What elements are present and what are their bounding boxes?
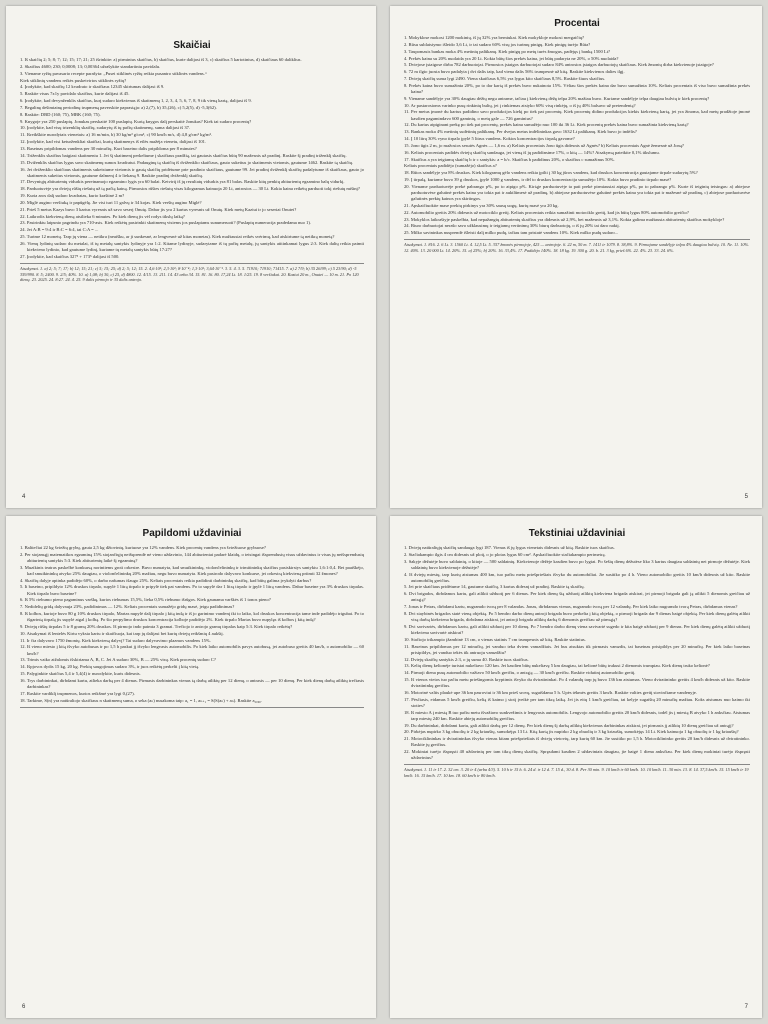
exercise-item: 20. Miglė augino veršiuką ir papūgėlę. Jie visi turi 11 galvų ir 34 kojas. Kiek veršių augino Miglė? [20,199,202,205]
exercise-item: 3. Taupomasis bankas moka 4% metinių palūkanų. Kiek pinigų po metų turės žmogus, padėjęs į banką 1500 Lt? [404,48,611,54]
exercise-item: 20. Pirkėjas nupirko 3 kg obuolių ir 2 kg kriaušių, sumokėjęs 13 Lt. Kitą kartą jis nupirko 2 kg obuolių ir 3 kg kriaušių, sumokėjęs 14 Lt. Kiek kainuoja 1 kg obuolių ir 1 kg kriaušių? [404,729,739,735]
exercise-item: 23. Pasirinktu laipsnio pagrindu yra 710-asis. Kiek reikėtų pasirinkti skaitmenų visiems jos puslapiams sunumeruoti? (Puslapių numeracija pradedama nuo 1). [20,220,312,226]
exercise-item: 11. Išreikškite nurodytais vienetais: a) 16 m/min, b) 30 kg/m³ g/cm³, c) 90 km/h m/s, d) 4,8 g/cm³ kg/m³. [20,132,213,138]
exercise-item: 3. Muzikinis teatras paskelbė konkursą norintiems groti orkestre. Buvo numatyta, kad smuikininkų, violončelininkų ir trimitininkų skaičius pasiskirstys santykiu 1,6:1:0,4. Bet paaiškėjo, kad smuikininkų atvyko 25% daugiau, o violončelininkų 20% mažiau, negu buvo numatyta. Kiek pasirodo dalyvavo konkurse, jei orkestrą kiekvieną priimti 32 žmones? [20,564,364,576]
exercise-item: 11. Baseinas pripildomas per 12 minučių, jei vanduo teka dviem vamzdžiais. Jei bus atsuktas tik pirmasis vamzdis, tai baseinas prisipildys per 20 minučių. Per kiek laiko baseinas prisipildys, jei vanduo tekės tik antruoju vamzdžiu? [404,643,750,655]
exercise-item: 7. Jonas ir Petras, dirbdami kartu, nugramdo tvorą per 8 valandas. Jonas, dirbdamas vienas, nugramdo tvorą per 12 valandų. Per kiek laiko nugramdo tvorą Petras, dirbdamas vienas? [404,604,738,610]
exercise-item: 27. Įrodykite, kad skaičius 327⁵ + 173⁵ dalijasi iš 500. [20,253,120,259]
exercise-item: 17. Skaičius a yra teigiamų skaičių b ir c santykis: a = b/c. Skaičius b padidinus 20%, o skaičius c sumažinus 50%. [404,156,615,162]
exercise-item: 12. Iš vieno miesto į kitą išvyko autobusas ir po 1,5 h paskui jį išvyko lengvasis automobilis. Po kiek laiko automobilis pavys autobusą, jei autobuso greitis 40 km/h, o automobilio — 60 km/h? [20,644,364,656]
exercise-item: 21. Prieš 5 metus Kazys buvo 3 kartus vyresnis už savo seserį Onutę. Dabar jis yra 2 kartus vyresnis už Onutę. Kiek metų Kaziui ir jo seseriai Onutei? [20,206,297,212]
exercise-item: 17. Pėsčiasis, eidamas 5 km/h greičiu, kelią iš kaimo į stotį įveikė per tam tikrą laiką. Jei jis eitų 1 km/h greičiau, tai kelyje sugaištų 20 minučių mažiau. Koks atstumas nuo kaimo iki stoties? [404,696,750,708]
exercise-list [404,545,750,761]
exercise-list [20,545,364,704]
exercise-item: 13. Trimis vaiko atžalomis išskiriama A, B, C. Jei A sudaro 30%, B — 25% visų. Kiek procentų sudaro C? [20,657,216,663]
exercise-item: 22. Automobilio greitis 20% didesnis už motociklo greitį. Keliais procentais reikia sumažinti motociklo greitį, kad jis būtų lygus 80% automobilio greičio? [404,209,689,215]
exercise-item: 8. Iš kolbos, kurioje buvo 80 g 10% druskos tirpalo, Martas nupylė dalį tirpalo į kitą indą ir iš jo garinimo vandenį iki to laiko, kol druskos koncentracija tame inde padidėjo trigubai. Po to išgarintą tirpalą jis supylė atgal į kolbą. Po šio perpylimo druskos koncentracija kolboje padidėjo 2%. Kiek tirpalo Martas buvo nupylęs iš kolbos į kitą indą? [20,611,364,623]
exercise-item: 14. Išpjovos dydis 15 kg, 20 kg. Prekių saugojimas sudaro 3%, ir juos reikėtų perkelti į kitą vietą. [20,664,200,670]
exercise-item: 16. Keliais procentais padidės dviejų skaičių sandauga, jei vieną iš jų padidinsime 17%, o kitą — 14%? Atsakymą pateikite 0,1% tikslumu. [404,149,660,155]
answers-block [20,707,364,710]
exercise-item: 15. Jono ūgis 2 m, jo mažosios sesutės Agnės — 1,6 m. a) Keliais procentais Jono ūgis didesnis už Agnės? b) Keliais procentais Agnė žemesnė už Joną? [404,142,684,148]
page-title: Procentai [554,18,600,29]
page-bottom-right [390,516,762,1018]
exercise-item: 24. Biuro darbuotojai nerašo savo užklausimų ir teigiamų vertinimų 30% biurų darbuotojų, o iš jų 20% tai daro naktį. [404,223,620,229]
exercise-item: 18. Iš miesto A į miestą B tuo pačiu metu išvažiavo sunkvežimis ir lengvasis automobilis. Lengvojo automobilio greitis 20 km/h didesnis, todėl jis į miestą B atvyko 1 h anksčiau. Atstumas tarp miestų 240 km. Raskite abiejų automobilių greičius. [404,709,750,721]
exercise-item: 17. Devyniųjų abiturientų vidurkis pereinamojo egzamino lygis yra 60 balai. Ketvirtį iš jų rezultatų vidurkis yra 81 balas. Raskite kitų penkių abiturientų egzamino balų vidurkį. [20,179,345,185]
exercise-item: 24. Jei A:B = 9:4 ir B:C = 6:4, tai C:A = ... [20,227,99,233]
exercise-item: 11. Ir čia dalyvavo 1750 žmonių. Kiek kiekvieną dalyvį? Tai sudaro dalyvavimo plazmos vandens 15%. [20,637,211,643]
page-number: 4 [22,494,26,500]
exercise-item: 19. Kuria aros dalį sudaro kvadratas, kurio kraštinė 2 m? [20,193,125,199]
exercise-item: 17. Raskite vardiklį trupmenos, kurios reikšmė yra lygi 0,(27). [20,690,135,696]
exercise-list [404,35,750,236]
exercise-item: 8. Raskite: DBD (160; 75), MBK (160; 75). [20,111,101,117]
exercise-item: 11. Per metus įmonė du kartus padidino savo produkcijos kiekį po tiek pat procentų. Kiek procentų didino produkcijos kiekis kiekvieną kartą, jei yra žinoma, kad metų pradžioje įmonė kasdien pagamindavo 600 gaminių, o metų gale — 726 gaminius? [404,109,750,121]
exercise-item: 14. Triženklis skaičius baigiasi skaitmeniu 1. Jei šį skaitmenį perkeltume į skaičiaus pradžią, tai gautasis skaičius būtų 90 mažesnis už pradinį. Raskite šį pradinį triženklį skaičių. [20,152,347,158]
exercise-item: 9. Dviejų rūšių tirpalas 5 ir 8 gramų 20% druskos. Iš pirmojo indo paimta 3 gramai. Trečiojo ir antrojo gramų tirpalas kaip 5:3. Kiek tirpalo reikėtų? [20,623,293,629]
exercise-item: 1. Dviejų natūraliųjų skaičių sandauga lygi 187. Vienas iš jų lygus vienetais didesnis už kitą. Raskite tuos skaičius. [404,545,615,550]
exercise-item: 18. Parduotuvėje yra dviejų rūšių riešutų už tą pačią kainą. Pirmosios rūšies riešutų visas kilogramas kainuoja 20 Lt, antrosios — 30 Lt. Kokia kaina reikėtų parduoti tokį riešutų mišinį? [20,186,360,192]
exercise-item: 2. Rūsu sublaistymo išleido 3,6 Lt, ir tai sudaro 60% visų jos turimų pinigų. Kiek pinigų turėjo Rūta? [404,41,591,47]
exercise-item: 12. Dviejų skaičių santykis 2:3, o jų suma 40. Raskite tuos skaičius. [404,656,529,662]
page-title: Tekstiniai uždaviniai [528,528,626,539]
answers-block: Atsakymai. 1. 816. 2. 6 Lt. 3. 1560 Lt. 4. 12,5 Lt. 5. 357 žmonės pirmojoje, 425 — antrojoje. 6. 22 m, 50 m. 7. 1411 ir 1079. 8. 38,8%. 9. Pirmajame sandėlyje telpa 4% daugiau bulvių. 10. Ne. 11. 10%. 12. 40%. 13. 20 000 Lt. 14. 20%. 15. a) 25%; b) 20%. 16. 33,4%. 17. Padidėjo 140%. 18. 18 kg. 19. 300 g. 20. b. 21. 3 kg, prieš 6%. 22. 4%. 23. 33. 24. 6%. [404,239,750,253]
exercise-item: 10. Įrodykite, kad visų trizenklių skaičių, sudarytų iš tų pačių skaitmenų, suma dalijasi iš 37. [20,125,191,131]
exercise-item: 7. Dviejų skaičių suma lygi 2490. Viena skaičiaus 6,5% yra lygus kito skaičiaus 8,5%. Raskite šiuos skaičius. [404,76,606,82]
exercise-item: 23. Mokyklos laikraštyje paskelbta, kad nepažangių abiturientų skaičius yra didesnis už 2,9%, bet mažesnis už 3,1%. Kokia galima mažiausia abiturientų skaičius mokykloje? [404,216,725,222]
exercise-item: 22. Mokiniai turėjo išspręsti 40 uždavinių per tam tikrą dienų skaičių. Spręsdami kasdien 2 uždaviniais daugiau, jie baigė 1 diena anksčiau. Per kiek dienų mokiniai turėjo išspręsti uždavinius? [404,749,750,761]
exercise-item: 9. Viename sandėlyje yra 30% daugiau dėžių negu antrame, tačiau į kiekvieną dėžę telpa 20% mažiau buvo. Kuriame sandėlyje telpa daugiau bulvių ir kiek procentų? [404,95,710,101]
exercise-item: 10. Atsakymai iš lentelės Kirtu vyksta kartu ir skaičiuoja, kai tarp jų dalijasi bet kurių dviejų reikšmių 4 aukštį. [20,630,224,636]
exercise-item: Kiek stiklinių vandens reikės pusketvirtos stiklinės ryžių? [20,77,127,83]
page-top-right [390,6,762,508]
exercise-item: 5. Jei prie skaičiaus pridėtume 14, gautume skaičių, 3 kartus didesnį už pradinį. Raskite tą skaičių. [404,584,585,590]
exercise-item: 2. Skaičius 4600; 230; 0,0008; 13; 0,00364 užrašykite standartiniu pavidalu. [20,63,161,69]
exercise-item: 25. Turime 12 monetų. Tarp jų viena — netikra (neaišku, ar ji sunkesnė, ar lengvesnė už kitas monetas). Kiek mažiausiai reikės svėrimų, kad atskirtume tą netikrą monetą? [20,234,335,240]
exercise-item: 9. Knygoje yra 250 puslapių. Jonukas perskaitė 100 puslapių. Kurią knygos dalį perskaitė Jonukas? Kiek tai sudaro procentų? [20,118,252,124]
exercise-item: 8. Prekės kaina buvo sumažinta 20%, po to dar kartą iš prekės buvo nukainota 15%. Vėliau šios prekės kaina dar buvo sumažinta 10%. Keliais procentais iš viso buvo sumažinta prekės kaina? [404,82,750,94]
exercise-item: 19. Du darbininkai, dirbdami kartu, gali atlikti darbą per 12 dienų. Per kiek dienų šį darbą atliktų kiekvienas darbininkas atskirai, jei pirmasis jį atliktų 10 dienų greičiau už antrąjį? [404,722,734,728]
exercise-item: 8. Dvi staybinės brigados statė vieną objektą. Po 5 bendro darbo dienų antroji brigada buvo perkelta į kitą objektą, o pirmoji brigada dar 9 dienas baigė objektą. Per kiek dienų galėtų atlikti visą darbą kiekviena brigada, dirbdama atskirai, jei antroji brigada atliktų darbą 6 dienomis greičiau už pirmąją? [404,611,750,623]
exercise-item: 6. Dvi brigados, dirbdamos kartu, gali atlikti užduotį per 6 dienas. Per kiek dienų šią užduotį atliktų kiekviena brigada atskirai, jei pirmoji brigada gali ją atlikti 5 dienomis greičiau už antrąją? [404,591,750,603]
exercise-item: 6. Iš 5% riebumo pieno pagaminus varškę, kurios riebumas 15,5%, lieka 0,5% riebumo išrūgos. Kiek gaunama varškės iš 1 tonos pieno? [20,597,271,603]
page-bottom-left [6,516,376,1018]
exercise-item: 16. Trys darbininkai, dirbdami kartu, atlieka darbą per 4 dienas. Pirmasis darbininkas vienas tą darbą atliktų per 12 dienų, o antrasis — per 10 dienų. Per kiek dienų darbą atliktų trečiasis darbininkas? [20,677,364,689]
exercise-list [20,57,364,260]
exercise-item: 13. Bankas moka 4% metinių sudėtinių palūkanų. Per dvejus metus indėlininkas gavo 1632 Lt palūkanų. Kiek buvo jo indėlis? [404,129,637,135]
exercise-item: 4. Įrodykite, kad skaičių 12 kvadrato ir skaičiaus 12345 skirtumas dalijasi iš 9. [20,84,165,90]
exercise-item: 4. Iš dviejų miestų, tarp kurių atstumas 400 km, tuo pačiu metu priešpriešiais išvyko du automobiliai. Jie susitiko po 4 h. Vieno automobilio greitis 10 km/h didesnis už kito. Raskite automobilių greičius. [404,571,750,583]
page-top-left [6,6,376,508]
exercise-item: 13. Kelių dienų kelionėje turistai nukeliavo 120 km. Jei kasdien būtų nukeliavę 5 km daugiau, tai kelionė būtų trukusi 2 dienomis trumpiau. Kiek dienų truko kelionė? [404,663,710,669]
exercise-item: 18. Tarkime, S(n) yra natūraliojo skaičiaus n skaitmenų suma, o seka (aₙ) nusakoma taip: a₁ = 1, aₙ₊₁ = S(S(aₙ) + aₙ). Raskite a₂₀₀₀. [20,697,263,703]
exercise-item: 6. 72 m ilgio juosta buvo padalyta į dvi dalis taip, kad viena dalis 56% trumpesnė už kitą. Raskite kiekvienos dalies ilgį. [404,69,625,75]
exercise-item: 13. Baseinas pripildomas vandens per 30 minučių. Kuri baseino dalis pripildoma per 8 minutes? [20,145,197,151]
exercise-item: Keliais procentais padidėjo (sumažėjo) skaičius a? [404,163,497,169]
exercise-item: 19. Į tirpalą, kuriame buvo 39 g druskos, įpylė 1000 g vandens, ir dėl to druskos koncentracija sumažėjo 10%. Kokia buvo pradinio tirpalo masė? [404,177,672,183]
page-number: 5 [744,494,748,500]
exercise-item: 15. Iš vienos vietos tuo pačiu metu priešingomis kryptimis išvyko du dviratininkai. Po 4 valandų tarp jų buvo 136 km atstumas. Vieno dviratininko greitis 4 km/h didesnis už kito. Raskite dviratininkų greičius. [404,677,750,689]
exercise-item: 4. Prekės kaina su 20% nuolaida yra 20 Lt. Kokia būtų šios prekės kaina, jei būtų padaryta ne 20%, o 50% nuolaida? [404,55,619,61]
page-title: Papildomi uždaviniai [142,528,242,539]
exercise-item: 6. Įrodykite, kad devynženklis skaičius, kurį sudaro kiekvienas iš skaitmenų 1, 2, 3, 4, 5, 6, 7, 8, 9 tik vieną kartą, dalijasi iš 9. [20,98,252,104]
exercise-item: 16. Motorinė valtis plaukė upe 36 km pasroviui ir 36 km prieš srovę, sugaišdama 5 h. Upės tėkmės greitis 3 km/h. Raskite valties greitį stovinčiame vandenyje. [404,689,697,695]
exercise-item: 14. Pirmoji diena pusę automobilio važiavo 50 km/h greičiu, o antrąją — 30 km/h greičiu. Raskite vidutinį automobilio greitį. [404,670,636,676]
exercise-item: 20. Viename parduotuvėje prekė pabrango p%, po to atpigo p%. Kiriąje parduotuvėje ta pati prekė pirmiausiai atpigo p%, po to pabrango p%. Kurie iš teiginių teisingas: a) abiejose parduotuvėse galutinė prekės kaina yra tokia pat ir auktlūmesė už pradinę, b) abiejose parduotuvėse galutinė prekės kaina yra tokia pat ir mažesnė už pradinę, c) abiejose parduotuvėse galutinės prekių kainos yra skirtingos. [404,183,750,202]
exercise-item: 25. Milko savininkas nusprendė išleisti dalį milko pudų, tačiau tam pristatė vandens 10%. Kiek milko pudų sudaro... [404,230,619,236]
exercise-item: 7. Begalinę dešimtainę periodinę trupmeną paverskite paprastąja: a) 2,(7), b) 35,(26), c) 5,2(5), d) -5,3(62). [20,104,217,110]
exercise-item: 1. Baltiečiai 22 kg šviežių grybų, gauta 2,5 kg džiovintų, kuriuose yra 12% vandens. Kiek procentų vandens yra šviežiuose grybuose? [20,545,266,550]
exercise-item: 22. Laikrodis kiekvieną dieną atsilieka 6 minutes. Po kiek dienų jis vėl rodys tikslų laiką? [20,213,185,219]
exercise-item: 15. Dviženklis skaičius lygus savo skaitmenų sumos kvadratui. Padauginę tą skaičių iš dviženklio skaičiaus, gauto sukeitus jo skaitmenis vietomis, gautume 1462. Raskite tą skaičių. [20,159,354,165]
exercise-item: 21. Apskaičiuokite mase prekių pirkinys yra 30% sausų uogų, kurių masė yra 20 kg. [404,202,559,208]
exercise-item: 2. Stačiakampio ilgis 4 cm didesnis už plotį, o jo plotas lygus 60 cm². Apskaičiuokite stačiakampio perimetrą. [404,551,606,557]
exercise-item: 5. Ii baseino, pripildyto 12% druskos tirpalo, supylė 1 litrą tirpalo ir pripylė tiek pat vandens. Po to supylė dar 1 litrą tirpalo ir įpylė 1 litrą vandens. Dabar baseine yra 3% druskos tirpalas. Kiek tirpalo buvo baseine? [20,584,364,596]
exercise-item: 1. Mokyklose mokosi 1200 mokinių, iš jų 32% yra berniukai. Kiek mokykloje mokosi mergaičių? [404,35,585,40]
exercise-item: 3. Sakyje dėžutėje buvo saldainių, o kitoje — 500 saldainių. Kiekvienoje dėžėje kasdien buvo po lygiai. Po šešių dienų dėžutėse liko 3 kartus daugiau saldainių nei pirmoje dėžutėje. Kiek saldainių buvo kiekvienoje dėžutėje? [404,558,750,570]
exercise-item: 5. Dviejose įstaigose dirba 782 darbuotojai. Pirmosios įstaigos darbuotojai sudaro 84% antrosios įstaigos darbuotojų skaičiaus. Kiek žmonių dirba kiekvienoje įstaigoje? [404,62,714,68]
page-number: 6 [22,1004,26,1010]
exercise-item: 10. Stačiojo trikampio įžambinė 13 cm, o vienas statinis 7 cm trumpesnis už kitą. Raskite statinius. [404,636,586,642]
exercise-item: 5. Raskite visus 7x1y pavidalo skaičius, kurie dalijasi iš 45. [20,91,130,97]
answers-block: Atsakymai. 1. 11 ir 17. 2. 32 cm. 3. 20 ir 4 (arba 4/3). 5. 10 h ir 15 h. 6. 24 d. ir 12 d. 7. 15 d., 30 d. 8. Per 30 min. 9. 10 km/h ir 60 km/h. 10. 10 km/h. 11. 30 min. 13. 8. 14. 37,5 km/h. 15. 15 km/h ir 19 km/h. 16. 15 km/h. 17. 10 km. 18. 60 km/h ir 80 km/h. [404,764,750,778]
exercise-item: 4. Skaičių dalyje aptinka padidėjo 60%, o darbo našumas išaugo 25%. Keliais procentais reikia padidinti darbininkų skaičių, kad būtų galima įvykdyti darbus? [20,577,312,583]
exercise-item: 7. Nedidelių gridą dalyvauja 23%, padidinimas — 12%. Keliais procentais sumažėjo gridų masė, jeigu padidinimas? [20,604,235,610]
exercise-item: 21. Motociklininkas ir dviratininkas išvyko vienas kitam priešpriešiais iš dviejų vietovių, tarp kurių 60 km. Jie susitiko po 1,5 h. Motociklininko greitis 20 km/h didesnis už dviratininko. Raskite jų greičius. [404,736,750,748]
page-number: 7 [744,1004,748,1010]
exercise-item: 1. Iš skaičių 2; 5; 8; 7; 12; 15; 17; 21; 25 išrinkite: a) pirminius skaičius, b) skaičius, kurie dalijasi iš 3, c) skaičius 5 kartotinius, d) skaičiaus 60 daliklius. [20,57,302,62]
exercise-item: 18. Rūtos sandėlyje yra 8% druskos. Kiek kilogramų gėlo vandens reikia įpilti į 30 kg jūros vandens, kad druskos koncentracija gautajame tirpale sudarytų 5%? [404,170,698,176]
exercise-item: 26. Vienų lydinių sudaro du metalai, iš tų metalų santykis lydinyje yra 1:2. Kitame lydinyje, sudarytame iš tų pačių metalų, jų santykis atitinkamai lygus 2:3. Kiek dalių reikia paimti kiekvieno lydinio, kad gautume lydinį, kuriame tų metalų santykis būtų 17:27? [20,240,364,253]
exercise-item: 12. Įrodykite, kad visi keturženkliai skaičiai, kurių skaitmenys iš eilės mažėja vienetu, dalijasi iš 101. [20,139,207,145]
exercise-item: 3. Viename ryžių pavasario recepte parašyta: „Pusei stiklinės ryžių reikia pusantro stiklinės vandens.“ [20,70,207,76]
exercise-item: 9. Dvi savivartės, dirbdamos kartu, gali atlikti užduotį per 10 dienų. Po 7 bendro darbo dienų viena savivartė sugedo ir kita baigė užduotį per 9 dienas. Per kiek dienų galėtų atlikti užduotį kiekviena savivartė atskirai? [404,623,750,635]
exercise-item: 12. Du kartus atpiginant prekę po tiek pat procentų, prekės kaina sumažėjo nuo 100 iki 36 Lt. Kiek procentų prekės kaina buvo sumažinta kiekvieną kartą? [404,122,689,128]
exercise-item: 15. Palyginkite skaičius 5,4 ir 5,4(4) ir nurodykite, kuris didesnis. [20,671,141,677]
page-title: Skaičiai [173,40,211,51]
exercise-item: 16. Jei dviženklio skaičiaus skaitmenis sukeistume vietomis ir gautą skaičių pridėtume prie pradinio skaičiaus, gautume 99. Jei pradinį dviženklį skaičių padalytume iš skaičiaus, gauto jo skaitmenis sukeitus vietomis, gautume dalmenį 4 ir liekaną 9. Raskite pradinį dviženklį skaičių. [20,166,364,178]
answers-block: Atsakymai. 1. a) 2; 5; 7; 17; b) 12; 15; 21; c) 5; 15; 25; d) 2; 5; 12; 15. 2. 4,6·10³; 2,3·10²; 8·10⁻⁴; 1,3·10¹; 3,64·10⁻³. 3. 5. 4. 3. 5. 71910; 71910; 71415. 7. a) 2 7/9; b) 35 26/99; c) 5 23/90; d) -5 359/990. 8. 5; 2400. 9. 2/5; 40%. 10. a) 1,08; b) 30, c) 25, d) 4800. 12. 4/15. 13. 211. 14. 43 arba 34. 15. 81. 16. 80. 17,24 Lt. 18. 1/25. 19. 8 veršiukai. 20. Kaziui 20 m., Onutei — 10 m. 21. Po 120 dienų. 23. 2025. 24. 8:27. 24. 4. 25. 9 dalis pirmojo ir 35 dalis antrojo. [20,263,364,283]
exercise-item: 10. Ar pastarosioms varinko pusę rinkinių bulių, jei į rinkiemas atsiyko 60% visų rinkėjų, o iš jų 40% balsavo už pretendentą? [404,102,636,108]
exercise-item: 14. Į 10 litrų 30% vyno tirpalo įpylė 5 litrus vandens. Kokios koncentracijos tirpalą gavome? [404,136,575,142]
exercise-item: 2. Per stojamąjį matematikos egzaminą 15% stojančiųjų neišsprendė nė vieno uždavinio, 144 abiturientai padarė klaidų, o teisingai išsprendusių visus uždavinius ir visus jų neišsprendusių abiturientų santykis 5:3. Kiek abiturientų laikė šį egzaminą? [20,551,364,563]
